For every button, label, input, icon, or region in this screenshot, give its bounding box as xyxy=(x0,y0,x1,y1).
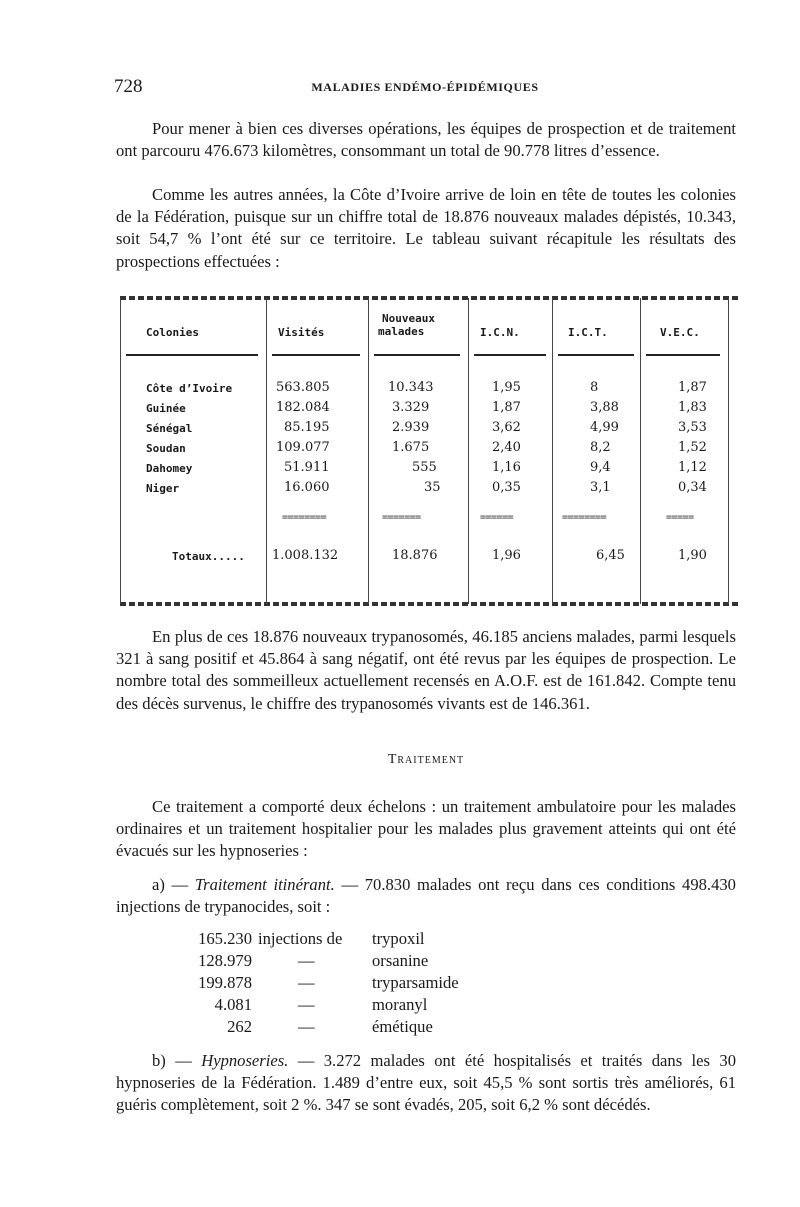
total-separator: ======= xyxy=(382,512,421,523)
header-nouveaux: Nouveaux xyxy=(382,312,435,325)
header-ict: I.C.T. xyxy=(568,326,608,339)
page-header xyxy=(114,76,736,100)
paragraph-anciens-malades: En plus de ces 18.876 nouveaux trypanosomés, 46.185 anciens malades, parmi lesquels 321 à sang positif et 45.864 à sang négatif, ont été revus par les équipes de prospection. Le nombre total des sommeilleux actuellement recensés en A.O.F. est de 161.842. Compte tenu des décès survenus, le chiffre des trypanosomés vivants est de 146.361. xyxy=(116,627,736,713)
total-separator: ======== xyxy=(282,512,327,523)
document-page: 728 MALADIES ENDÉMO-ÉPIDÉMIQUES Pour mener à bien ces diverses opérations, les équipes de prospection et de traitement ont parcouru 476.673 kilomètres, consommant un total de 90.778 litres d’essence. Comme les autres années, la Côte d’Ivoire arrive de loin en tête de toutes les colonies de la Fédération, puisque sur un chiffre total de 18.876 nouveaux malades dépistés, 10.343, soit 54,7 % l’ont été sur ce territoire. Le tableau suivant récapitule les résultats des prospections effectuées : Colonies Visités Nouveaux malades I.C.N. I.C.T. V.E.C. Côte d’Ivoire 563.805 10.343 1,95 8 1,87 Guinée 182.084 3.329 1,87 3,88 1,83 Sénégal 85.195 2.939 3,62 4,99 3,53 Soudan 109.077 1.675 2,40 8,2 1,52 Dahomey 51.911 555 1,16 9,4 1,12 Niger 16.060 35 0,35 3,1 0,34 ======== ======= ====== ======== ===== Totaux..... 1.008.132 18.876 1,96 6,45 1,90 En plus de ces 18.876 nouveaux trypanosomés, 46.185 anciens malades, parmi lesquels 321 à sang positif et 45.864 à sang négatif, ont été revus par les équipes de prospection. Le nombre total des sommeilleux actuellement recensés en A.O.F. est de 161.842. Compte tenu des décès survenus, le chiffre des trypanosomés vivants est de 146.361. Traitement Ce traitement a comporté deux échelons : un traitement ambulatoire pour les malades ordinaires et un traitement hospitalier pour les malades plus gravement atteints qui ont été évacués sur les hypnoseries : a) — Traitement itinérant. — 70.830 malades ont reçu dans ces conditions 498.430 injections de trypanocides, soit : 165.230 injections de trypoxil 128.979 — orsanine 199.878 — tryparsamide 4.081 — moranyl 262 — émétique b) — Hypnoseries. — 3.272 malades ont été hospitalisés et traités dans les 30 hypnoseries de la Fédération. 1.489 d’entre eux, soit 45,5 % sont sortis très améliorés, 61 guéris complètement, soit 2 %. 347 se sont évadés, 205, soit 6,2 % sont décédés. xyxy=(0,0,800,1207)
table-bottom-border xyxy=(120,602,738,606)
paragraph-traitement-itinerant: a) — Traitement itinérant. — 70.830 malades ont reçu dans ces conditions 498.430 injections de trypanocides, soit : xyxy=(116,875,736,917)
paragraph-traitement: Ce traitement a comporté deux échelons : un traitement ambulatoire pour les malades ordinaires et un traitement hospitalier pour les malades plus gravement atteints qui ont été évacués sur les hypnoseries : xyxy=(116,797,736,861)
header-vec: V.E.C. xyxy=(660,326,700,339)
paragraph-hypnoseries: b) — Hypnoseries. — 3.272 malades ont été hospitalisés et traités dans les 30 hypnoseries de la Fédération. 1.489 d’entre eux, soit 45,5 % sont sortis très améliorés, 61 guéris complètement, soit 2 %. 347 se sont évadés, 205, soit 6,2 % sont décédés. xyxy=(116,1051,736,1115)
header-colonies: Colonies xyxy=(146,326,199,339)
page-number: 728 xyxy=(114,76,143,97)
paragraph-operations: Pour mener à bien ces diverses opérations, les équipes de prospection et de traitement ont parcouru 476.673 kilomètres, consommant un total de 90.778 litres d’essence. xyxy=(116,119,736,161)
header-malades: malades xyxy=(378,325,425,338)
italic-heading-itinerant: Traitement itinérant. xyxy=(194,875,335,894)
header-icn: I.C.N. xyxy=(480,326,520,339)
paragraph-cote-ivoire: Comme les autres années, la Côte d’Ivoire arrive de loin en tête de toutes les colonies de la Fédération, puisque sur un chiffre total de 18.876 nouveaux malades dépistés, 10.343, soit 54,7 % l’ont été sur ce territoire. Le tableau suivant récapitule les résultats des prospections effectuées : xyxy=(116,185,736,271)
running-title: MALADIES ENDÉMO-ÉPIDÉMIQUES xyxy=(311,80,539,94)
section-title-traitement: Traitement xyxy=(387,752,465,767)
total-separator: ======== xyxy=(562,512,607,523)
total-separator: ===== xyxy=(666,512,694,523)
italic-heading-hypnoseries: Hypnoseries. xyxy=(201,1051,289,1070)
header-visites: Visités xyxy=(278,326,325,339)
total-separator: ====== xyxy=(480,512,514,523)
table-top-border xyxy=(120,296,738,300)
results-table: Colonies Visités Nouveaux malades I.C.N. I.C.T. V.E.C. Côte d’Ivoire 563.805 10.343 1,95 8 1,87 Guinée 182.084 3.329 1,87 3,88 1,83 Sénégal 85.195 2.939 3,62 4,99 3,53 Soudan 109.077 1.675 2,40 8,2 1,52 Dahomey 51.911 555 1,16 9,4 1,12 Niger 16.060 35 0,35 3,1 0,34 ======== ======= ====== ======== ===== Totaux..... 1.008.132 18.876 1,96 6,45 1,90 xyxy=(120,290,738,612)
